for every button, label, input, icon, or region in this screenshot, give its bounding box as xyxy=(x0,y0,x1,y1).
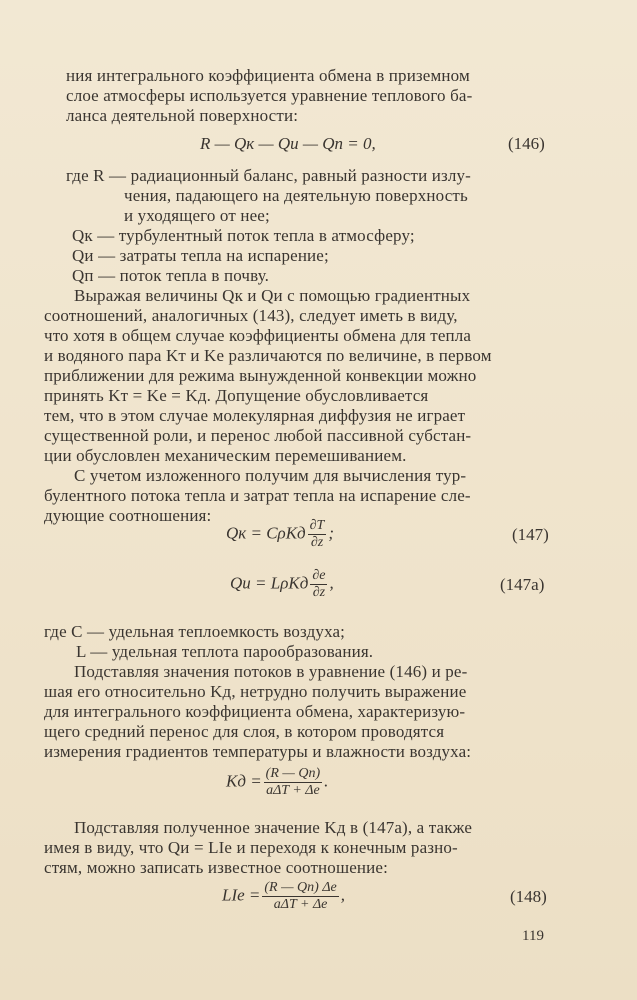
text-line-1: ния интегрального коэффициента обмена в приземном xyxy=(66,66,470,85)
text-line-7: Qк — турбулентный поток тепла в атмосферу; xyxy=(72,226,415,245)
text-line-3: ланса деятельной поверхности: xyxy=(66,106,299,125)
equation-147-numerator: ∂T xyxy=(309,518,325,533)
page-number: 119 xyxy=(522,928,544,944)
text-line-4: где R — радиационный баланс, равный разности излу- xyxy=(66,166,471,185)
text-line-28: измерения градиентов температуры и влажности воздуха: xyxy=(44,742,472,761)
equation-147a-lhs: Qи = LρKд xyxy=(230,573,309,593)
equation-147a-fraction xyxy=(310,568,327,601)
equation-147-lhs: Qк = CρKд xyxy=(226,523,306,543)
text-line-19: С учетом изложенного получим для вычисления тур- xyxy=(74,466,467,485)
equation-148-tail: , xyxy=(340,885,346,905)
text-line-18: ции обусловлен механическим перемешиванием. xyxy=(44,446,407,465)
equation-148-lhs: LIe = xyxy=(222,885,261,905)
text-line-2: слое атмосферы используется уравнение теплового ба- xyxy=(66,86,473,105)
equation-148-numerator: (R — Qп) Δe xyxy=(264,880,337,895)
text-line-15: принять Kт = Ke = Kд. Допущение обусловливается xyxy=(44,386,429,405)
text-line-16: тем, что в этом случае молекулярная диффузия не играет xyxy=(44,406,466,425)
equation-147a-denominator: ∂z xyxy=(312,585,326,600)
text-line-30: имея в виду, что Qи = LIe и переходя к конечным разно- xyxy=(44,838,458,857)
text-line-22: где C — удельная теплоемкость воздуха; xyxy=(44,622,346,641)
text-line-29: Подставляя полученное значение Kд в (147а), а также xyxy=(74,818,473,837)
text-line-6: и уходящего от нее; xyxy=(124,206,270,225)
equation-148-number: (148) xyxy=(510,887,547,906)
text-line-11: соотношений, аналогичных (143), следует иметь в виду, xyxy=(44,306,458,325)
equation-kd-tail: . xyxy=(324,771,329,791)
text-line-21: дующие соотношения: xyxy=(44,506,212,525)
equation-kd-denominator: aΔT + Δe xyxy=(266,783,320,798)
equation-kd-numerator: (R — Qп) xyxy=(265,766,321,781)
equation-146-number: (146) xyxy=(508,134,545,153)
equation-kd-fraction xyxy=(264,766,322,799)
text-line-13: и водяного пара Kт и Ke различаются по величине, в первом xyxy=(44,346,492,365)
equation-kd-lhs: Kд = xyxy=(226,771,262,791)
equation-148-denominator: aΔT + Δe xyxy=(273,897,328,912)
text-line-12: что хотя в общем случае коэффициенты обмена для тепла xyxy=(44,326,472,345)
equation-147a-number: (147а) xyxy=(500,575,545,594)
equation-147-denominator: ∂z xyxy=(310,535,324,550)
text-line-10: Выражая величины Qк и Qи с помощью градиентных xyxy=(74,286,471,305)
text-line-24: Подставляя значения потоков в уравнение (146) и ре- xyxy=(74,662,468,681)
text-line-26: для интегрального коэффициента обмена, характеризую- xyxy=(44,702,466,721)
equation-147a-numerator: ∂e xyxy=(312,568,326,583)
text-line-31: стям, можно записать известное соотношение: xyxy=(44,858,388,877)
equation-147-tail: ; xyxy=(328,523,335,543)
text-line-25: шая его относительно Kд, нетрудно получить выражение xyxy=(44,682,467,701)
text-line-20: булентного потока тепла и затрат тепла на испарение сле- xyxy=(44,486,471,505)
text-line-14: приближении для режима вынужденной конвекции можно xyxy=(44,366,477,385)
text-line-8: Qи — затраты тепла на испарение; xyxy=(72,246,329,265)
equation-147 xyxy=(226,518,334,551)
text-line-5: чения, падающего на деятельную поверхность xyxy=(124,186,468,205)
equation-kd xyxy=(226,766,328,799)
text-line-17: существенной роли, и перенос любой пассивной субстан- xyxy=(44,426,472,445)
equation-148-fraction xyxy=(262,880,338,913)
equation-147-number: (147) xyxy=(512,525,549,544)
equation-146: R — Qк — Qи — Qп = 0, xyxy=(200,134,376,153)
equation-147-fraction xyxy=(308,518,327,551)
text-line-9: Qп — поток тепла в почву. xyxy=(72,266,270,285)
equation-148 xyxy=(222,880,345,913)
text-line-27: щего средний перенос для слоя, в котором проводятся xyxy=(44,722,445,741)
text-line-23: L — удельная теплота парообразования. xyxy=(76,642,374,661)
equation-147a xyxy=(230,568,334,601)
equation-147a-tail: , xyxy=(329,573,334,593)
